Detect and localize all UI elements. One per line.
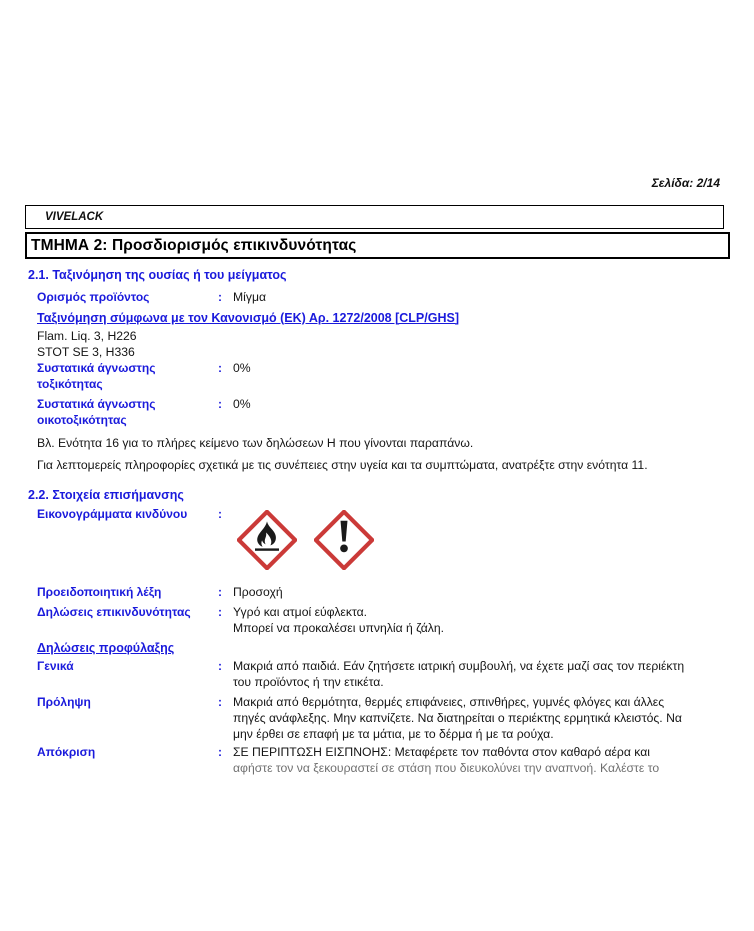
heading-2-2: 2.2. Στοιχεία επισήμανσης: [28, 487, 184, 502]
colon: :: [218, 396, 222, 411]
note-h-statements: Βλ. Ενότητα 16 για το πλήρες κείμενο των δηλώσεων Η που γίνονται παραπάνω.: [37, 435, 474, 450]
field-hazard-statements: [37, 604, 734, 636]
hazard-statement-line: Μπορεί να προκαλέσει υπνηλία ή ζάλη.: [233, 621, 445, 635]
field-hazard-pictograms: [37, 506, 734, 570]
field-label: Συστατικά άγνωστης οικοτοξικότητας: [37, 396, 156, 427]
pictogram-group: [233, 510, 374, 570]
colon: :: [218, 659, 222, 673]
colon: :: [218, 360, 222, 375]
precaution-line: Μακριά από παιδιά. Εάν ζητήσετε ιατρική συμβουλή, να έχετε μαζί σας τον περιέκτη: [233, 659, 685, 673]
colon: :: [218, 745, 222, 759]
field-precaution-prevention: [37, 694, 734, 742]
hazard-statement-line: Υγρό και ατμοί εύφλεκτα.: [233, 605, 368, 619]
field-signal-word: [37, 584, 734, 601]
page-number: Σελίδα: 2/14: [651, 176, 720, 190]
note-details: Για λεπτομερείς πληροφορίες σχετικά με τις συνέπειες στην υγεία και τα συμπτώματα, ανατρέξτε στην ενότητα 11.: [37, 457, 648, 472]
field-label: Ορισμός προϊόντος: [37, 290, 150, 304]
field-precaution-general: [37, 658, 734, 690]
field-label: Απόκριση: [37, 745, 96, 759]
classification-list: [37, 328, 720, 360]
precaution-line: ΣΕ ΠΕΡΙΠΤΩΣΗ ΕΙΣΠΝΟΗΣ: Μεταφέρετε τον παθόντα στον καθαρό αέρα και: [233, 745, 650, 759]
precaution-line: πηγές ανάφλεξης. Μην καπνίζετε. Να διατηρείται ο περιέκτης ερμητικά κλειστός. Να: [233, 711, 682, 725]
flame-icon: [237, 510, 297, 570]
product-name: VIVELACK: [45, 211, 104, 223]
field-label: Συστατικά άγνωστης τοξικότητας: [37, 360, 156, 391]
field-unknown-ecotoxicity: [37, 396, 734, 429]
classification-item: Flam. Liq. 3, H226: [37, 328, 137, 343]
precautionary-heading: Δηλώσεις προφύλαξης: [37, 641, 175, 655]
field-value: 0%: [233, 396, 251, 411]
classification-heading: Ταξινόμηση σύμφωνα με τον Κανονισμό (ΕΚ) Αρ. 1272/2008 [CLP/GHS]: [37, 310, 459, 325]
classification-item: STOT SE 3, H336: [37, 344, 135, 359]
document-body: [0, 268, 754, 776]
field-unknown-toxicity: [37, 360, 734, 393]
section-header: [25, 232, 730, 259]
colon: :: [218, 584, 222, 599]
field-label: Δηλώσεις επικινδυνότητας: [37, 605, 191, 619]
precaution-line: του προϊόντος ή την ετικέτα.: [233, 675, 384, 689]
field-label: Γενικά: [37, 659, 74, 673]
field-product-definition: [37, 289, 734, 306]
colon: :: [218, 605, 222, 619]
field-value: Προσοχή: [233, 584, 283, 599]
colon: :: [218, 695, 222, 709]
heading-2-1: 2.1. Ταξινόμηση της ουσίας ή του μείγματος: [28, 268, 287, 282]
field-precaution-response: [37, 744, 734, 776]
colon: :: [218, 290, 222, 304]
section-title: ΤΜΗΜΑ 2: Προσδιορισμός επικινδυνότητας: [31, 236, 357, 254]
field-label: Πρόληψη: [37, 695, 91, 709]
exclamation-icon: [314, 510, 374, 570]
field-value: 0%: [233, 360, 251, 375]
precaution-line-truncated: αφήστε τον να ξεκουραστεί σε στάση που διευκολύνει την αναπνοή. Καλέστε το: [233, 761, 660, 775]
product-name-box: [25, 205, 724, 229]
field-label: Προειδοποιητική λέξη: [37, 584, 162, 599]
colon: :: [218, 506, 222, 521]
precaution-line: μην έρθει σε επαφή με τα μάτια, με το δέρμα ή με τα ρούχα.: [233, 727, 554, 741]
precaution-line: Μακριά από θερμότητα, θερμές επιφάνειες, σπινθήρες, γυμνές φλόγες και άλλες: [233, 695, 665, 709]
field-label: Εικονογράμματα κινδύνου: [37, 506, 188, 521]
field-value: Μίγμα: [233, 290, 267, 304]
